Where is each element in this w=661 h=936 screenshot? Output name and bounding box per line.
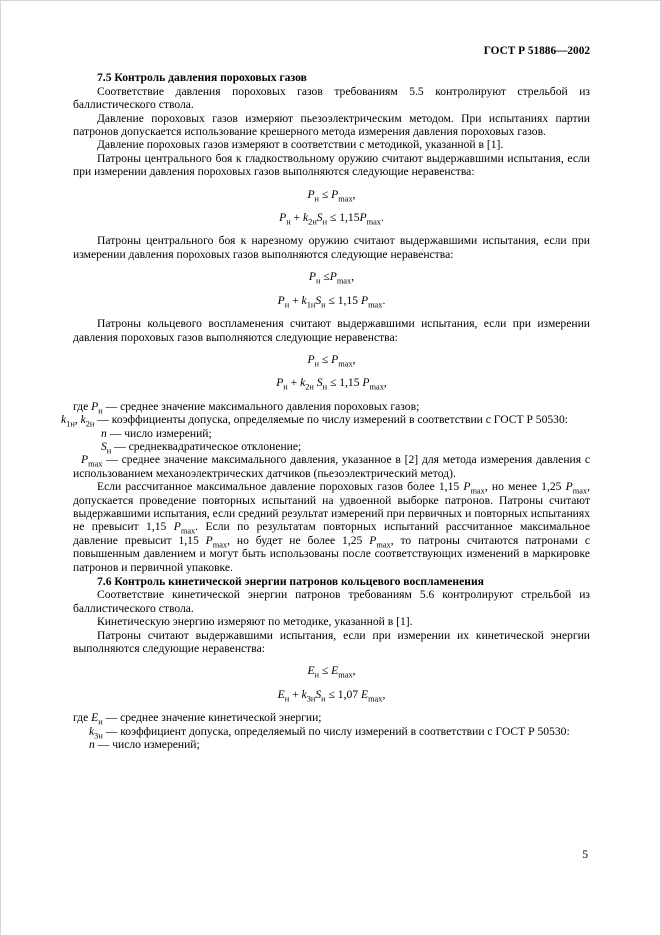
paragraph: Кинетическую энергию измеряют по методике, указанной в [1].	[97, 615, 413, 629]
paragraph: Давление пороховых газов измеряют пьезоэлектрическим методом. При испытаниях партии патронов допускается использование крешерного метода измерения давления пороховых газов.	[73, 111, 590, 139]
formula: $P_н + k_{2н}S_н \le 1,15P_{max}$.	[279, 211, 384, 227]
section-heading: 7.6 Контроль кинетической энергии патронов кольцевого воспламенения	[97, 575, 484, 588]
page-number: 5	[582, 847, 588, 861]
paragraph: Если рассчитанное максимальное давление пороховых газов более 1,15 $P_{max}$, но менее 1,25 $P_{max}$, допускается проведение повторных испытаний на удвоенной выборке патронов. Патроны считают выдержавшими испытания, если средний результат измерений при первичных и повторных испытаниях не превысит 1,15 $P_{max}$. Если по результатам повторных испытаний рассчитанное максимальное давление превысит 1,15 $P_{max}$, но будет не более 1,25 $P_{max}$, то патроны считаются патронами с повышенным давлением и могут быть использованы после соответствующих изменений в маркировке патронов и первичной упаковке.	[73, 480, 591, 574]
formula: $P_н + k_{2н}$ $S_н \le 1,15$ $P_{max}$,	[276, 376, 387, 392]
definition-line: где $P_н$ — среднее значение максимального давления пороховых газов;	[73, 399, 420, 416]
definition-line: n — число измерений;	[101, 426, 212, 440]
formula: $P_н + k_{1н}S_н \le 1,15$ $P_{max}$.	[277, 293, 386, 309]
formula: $E_н + k_{3н}S_н \le 1,07$ $E_{max}$,	[277, 687, 386, 704]
definition-line: $S_н$ — среднеквадратическое отклонение;	[101, 439, 302, 456]
paragraph: Соответствие давления пороховых газов требованиям 5.5 контролируют стрельбой из баллистического ствола.	[73, 84, 590, 112]
paragraph: Патроны кольцевого воспламенения считают выдержавшими испытания, если при измерении давления пороховых газов выполняются следующие неравенства:	[73, 317, 590, 344]
formula: $P_н \le P_{max}$,	[307, 352, 356, 369]
formula: $P_н \le P_{max}$,	[308, 270, 355, 286]
paragraph: Соответствие кинетической энергии патронов требованиям 5.6 контролируют стрельбой из баллистического ствола.	[73, 588, 590, 615]
paragraph: Патроны центрального боя к нарезному оружию считают выдержавшими испытания, если при измерении давления пороховых газов выполняются следующие неравенства:	[73, 234, 590, 261]
paragraph: Давление пороховых газов измеряют в соответствии с методикой, указанной в [1].	[97, 138, 504, 152]
doc-number: ГОСТ Р 51886—2002	[483, 45, 590, 57]
definition-line: n — число измерений;	[89, 738, 200, 752]
formula: $E_н \le E_{max}$,	[307, 664, 356, 680]
definition-line: $k_{3н}$ — коэффициент допуска, определяемый по числу измерений в соответствии с ГОСТ Р 50530:	[89, 724, 570, 740]
section-heading: 7.5 Контроль давления пороховых газов	[97, 71, 307, 85]
document-content	[61, 71, 591, 752]
paragraph: Патроны считают выдержавшими испытания, если при измерении их кинетической энергии выполняются следующие неравенства:	[73, 628, 590, 656]
paragraph: Патроны центрального боя к гладкоствольному оружию считают выдержавшими испытания, если при измерении давления пороховых газов выполняются следующие неравенства:	[73, 151, 590, 179]
definition-line: $k_{1н}$, $k_{2н}$ — коэффициенты допуска, определяемые по числу измерений в соответствии с ГОСТ Р 50530:	[61, 413, 568, 429]
definition-line: $P_{max}$ — среднее значение максимального давления, указанное в [2] для метода измерения давления с использованием механоэлектрических датчиков (пьезоэлектрический метод).	[73, 453, 590, 480]
definition-line: где $E_н$ — среднее значение кинетической энергии;	[73, 711, 322, 727]
formula: $P_н \le P_{max}$,	[307, 187, 356, 203]
